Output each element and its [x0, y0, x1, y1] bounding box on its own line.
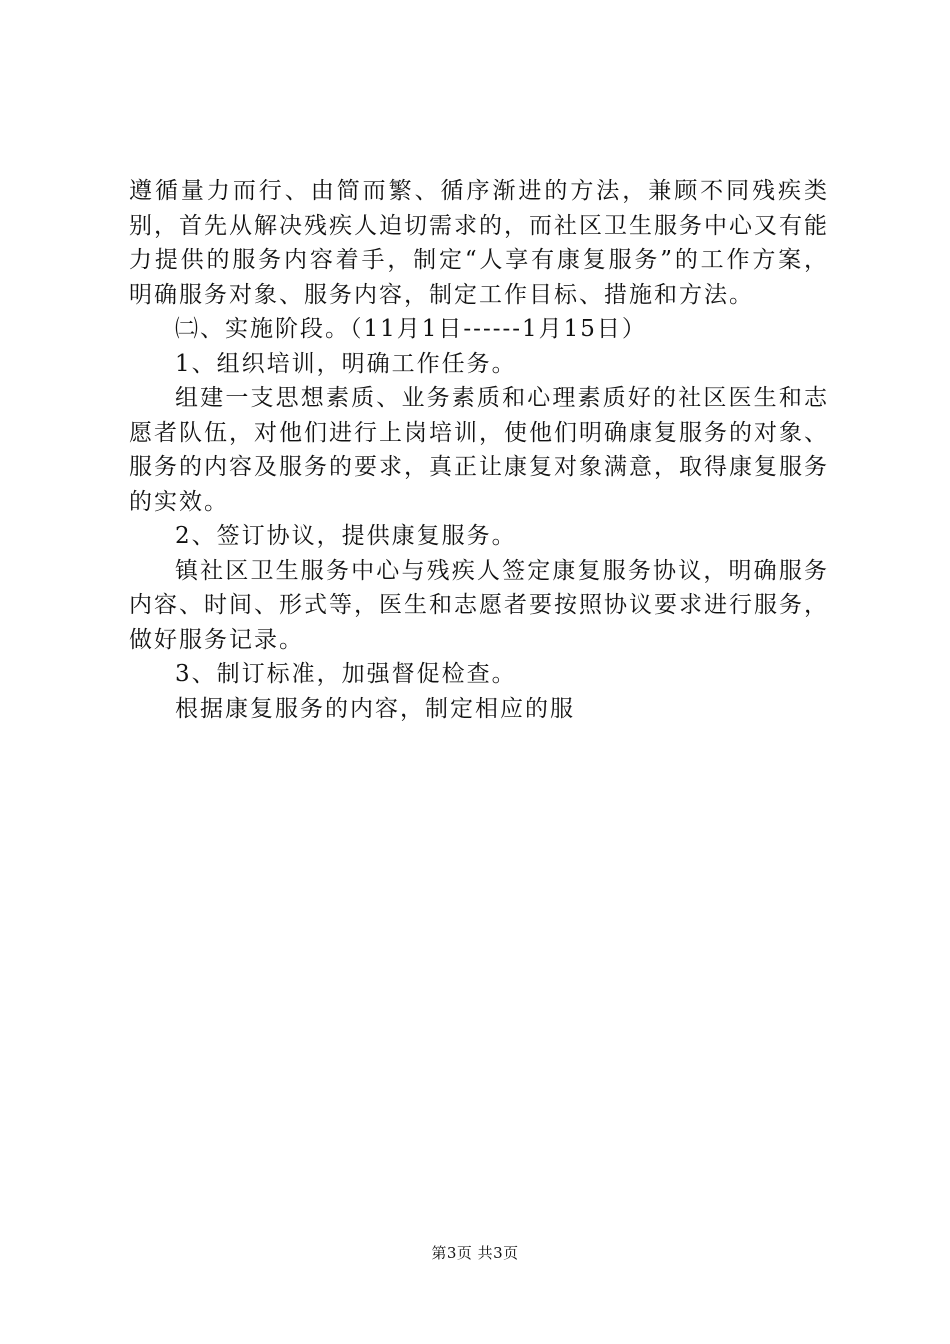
item-heading-standards: 3、制订标准，加强督促检查。 — [175, 661, 517, 687]
paragraph-method: 遵循量力而行、由简而繁、循序渐进的方法，兼顾不同残疾类别，首先从解决残疾人迫切需求的，而社区卫生服务中心又有能力提供的服务内容着手，制定“人享有康复服务”的工作方案，明确服务对象、服务内容，制定工作目标、措施和方法。 — [129, 178, 829, 308]
paragraph-training: 组建一支思想素质、业务素质和心理素质好的社区医生和志愿者队伍，对他们进行上岗培训，使他们明确康复服务的对象、服务的内容及服务的要求，真正让康复对象满意，取得康复服务的实效。 — [129, 385, 829, 515]
document-body — [129, 174, 829, 726]
paragraph-standards: 根据康复服务的内容，制定相应的服 — [175, 695, 575, 722]
item-heading-agreement: 2、签订协议，提供康复服务。 — [175, 523, 517, 549]
page-number-footer: 第3页 共3页 — [431, 1244, 519, 1262]
paragraph-agreement: 镇社区卫生服务中心与残疾人签定康复服务协议，明确服务内容、时间、形式等，医生和志愿者要按照协议要求进行服务，做好服务记录。 — [129, 557, 829, 653]
section-heading-implementation: ㈡、实施阶段。（11月1日------1月15日） — [175, 316, 647, 342]
item-heading-training: 1、组织培训，明确工作任务。 — [175, 350, 517, 377]
